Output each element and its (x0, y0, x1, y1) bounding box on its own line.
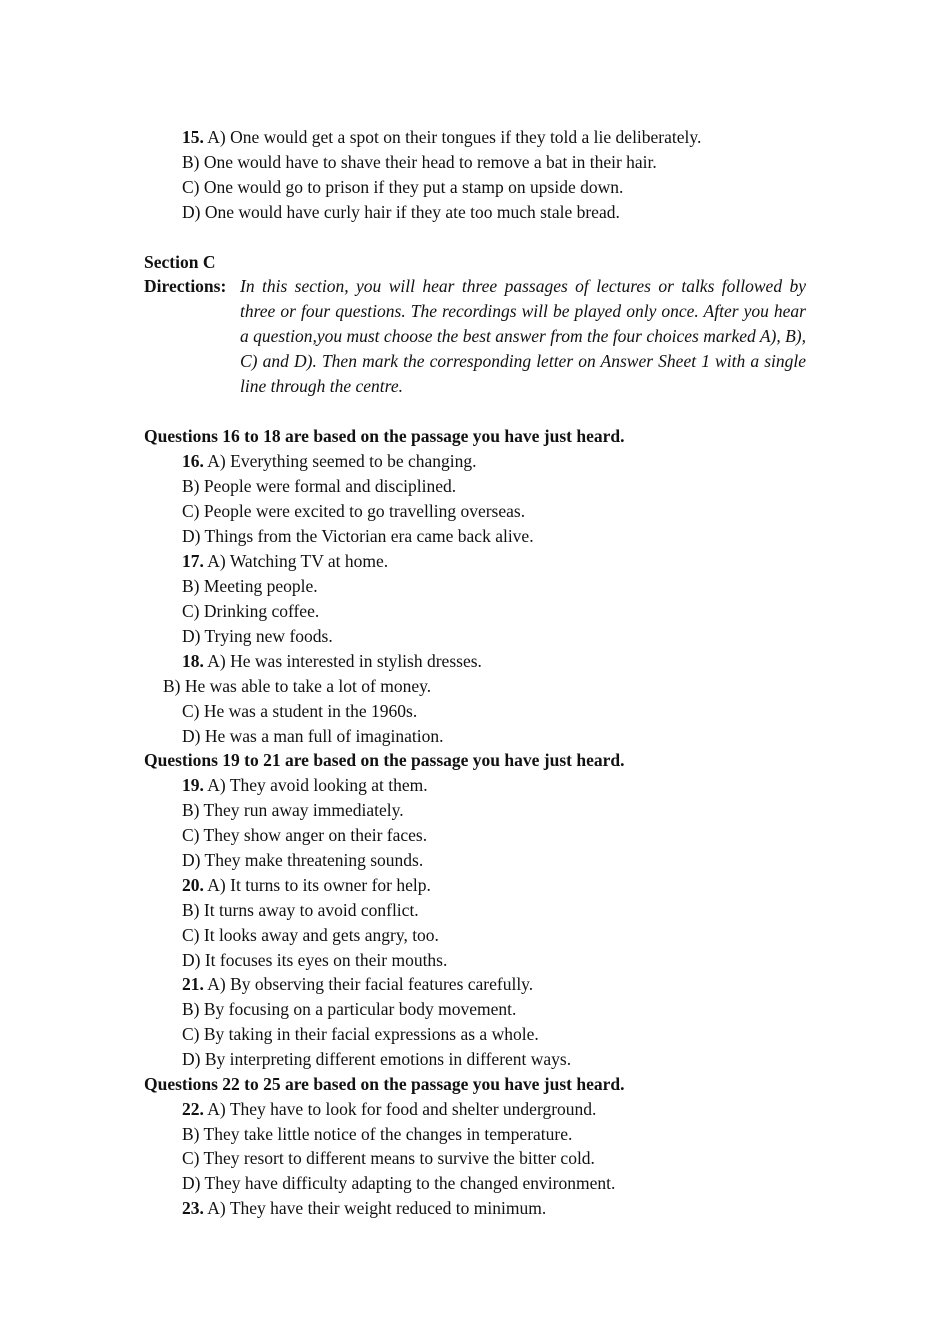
question-22-option-b: B) They take little notice of the changes in temperature. (182, 1124, 573, 1144)
question-19-option-a: 19. A) They avoid looking at them. (182, 775, 428, 795)
question-21-option-a: 21. A) By observing their facial features carefully. (182, 974, 534, 994)
question-number: 22. (182, 1099, 204, 1119)
question-16-option-b: B) People were formal and disciplined. (182, 476, 457, 496)
question-number: 21. (182, 974, 204, 994)
question-number: 16. (182, 451, 204, 471)
question-number: 19. (182, 775, 204, 795)
question-number: 18. (182, 651, 204, 671)
question-19-option-b: B) They run away immediately. (182, 800, 404, 820)
question-18-option-a: 18. A) He was interested in stylish dresses. (182, 651, 482, 671)
group-heading: Questions 22 to 25 are based on the passage you have just heard. (144, 1074, 625, 1094)
question-17-option-b: B) Meeting people. (182, 576, 318, 596)
question-16-option-c: C) People were excited to go travelling overseas. (182, 501, 526, 521)
question-18-option-d: D) He was a man full of imagination. (182, 726, 444, 746)
question-20-option-b: B) It turns away to avoid conflict. (182, 900, 419, 920)
question-18-option-b: B) He was able to take a lot of money. (163, 676, 432, 696)
question-17-option-d: D) Trying new foods. (182, 626, 333, 646)
group-heading: Questions 19 to 21 are based on the passage you have just heard. (144, 750, 625, 770)
question-16-option-a: 16. A) Everything seemed to be changing. (182, 451, 477, 471)
question-23-option-a: 23. A) They have their weight reduced to minimum. (182, 1198, 547, 1218)
question-22-option-d: D) They have difficulty adapting to the changed environment. (182, 1173, 616, 1193)
question-16-option-d: D) Things from the Victorian era came back alive. (182, 526, 534, 546)
question-20-option-d: D) It focuses its eyes on their mouths. (182, 950, 448, 970)
question-19-option-c: C) They show anger on their faces. (182, 825, 428, 845)
question-20-option-c: C) It looks away and gets angry, too. (182, 925, 439, 945)
question-18-option-c: C) He was a student in the 1960s. (182, 701, 418, 721)
question-17-option-a: 17. A) Watching TV at home. (182, 551, 389, 571)
question-number: 23. (182, 1198, 204, 1218)
question-17-option-c: C) Drinking coffee. (182, 601, 320, 621)
question-15-option-d: D) One would have curly hair if they ate too much stale bread. (182, 202, 620, 222)
question-19-option-d: D) They make threatening sounds. (182, 850, 424, 870)
question-number: 20. (182, 875, 204, 895)
question-22-option-c: C) They resort to different means to survive the bitter cold. (182, 1148, 595, 1168)
question-20-option-a: 20. A) It turns to its owner for help. (182, 875, 431, 895)
question-21-option-c: C) By taking in their facial expressions as a whole. (182, 1024, 539, 1044)
directions-label: Directions: (144, 276, 227, 296)
section-title: Section C (144, 252, 216, 272)
question-22-option-a: 22. A) They have to look for food and shelter underground. (182, 1099, 597, 1119)
question-15-option-b: B) One would have to shave their head to remove a bat in their hair. (182, 152, 657, 172)
question-21-option-d: D) By interpreting different emotions in different ways. (182, 1049, 572, 1069)
question-15-option-c: C) One would go to prison if they put a stamp on upside down. (182, 177, 624, 197)
question-number: 15. (182, 127, 204, 147)
question-number: 17. (182, 551, 204, 571)
group-heading: Questions 16 to 18 are based on the passage you have just heard. (144, 426, 625, 446)
question-21-option-b: B) By focusing on a particular body movement. (182, 999, 517, 1019)
directions-text: In this section, you will hear three passages of lectures or talks followed by three or four questions. The recordings will be played only once. After you hear a question,you must choose the best answer from the four choices marked A), B), C) and D). Then mark the corresponding letter on Answer Sheet 1 with a single line through the centre. (240, 276, 806, 396)
question-15-option-a: 15. A) One would get a spot on their tongues if they told a lie deliberately. (182, 127, 702, 147)
